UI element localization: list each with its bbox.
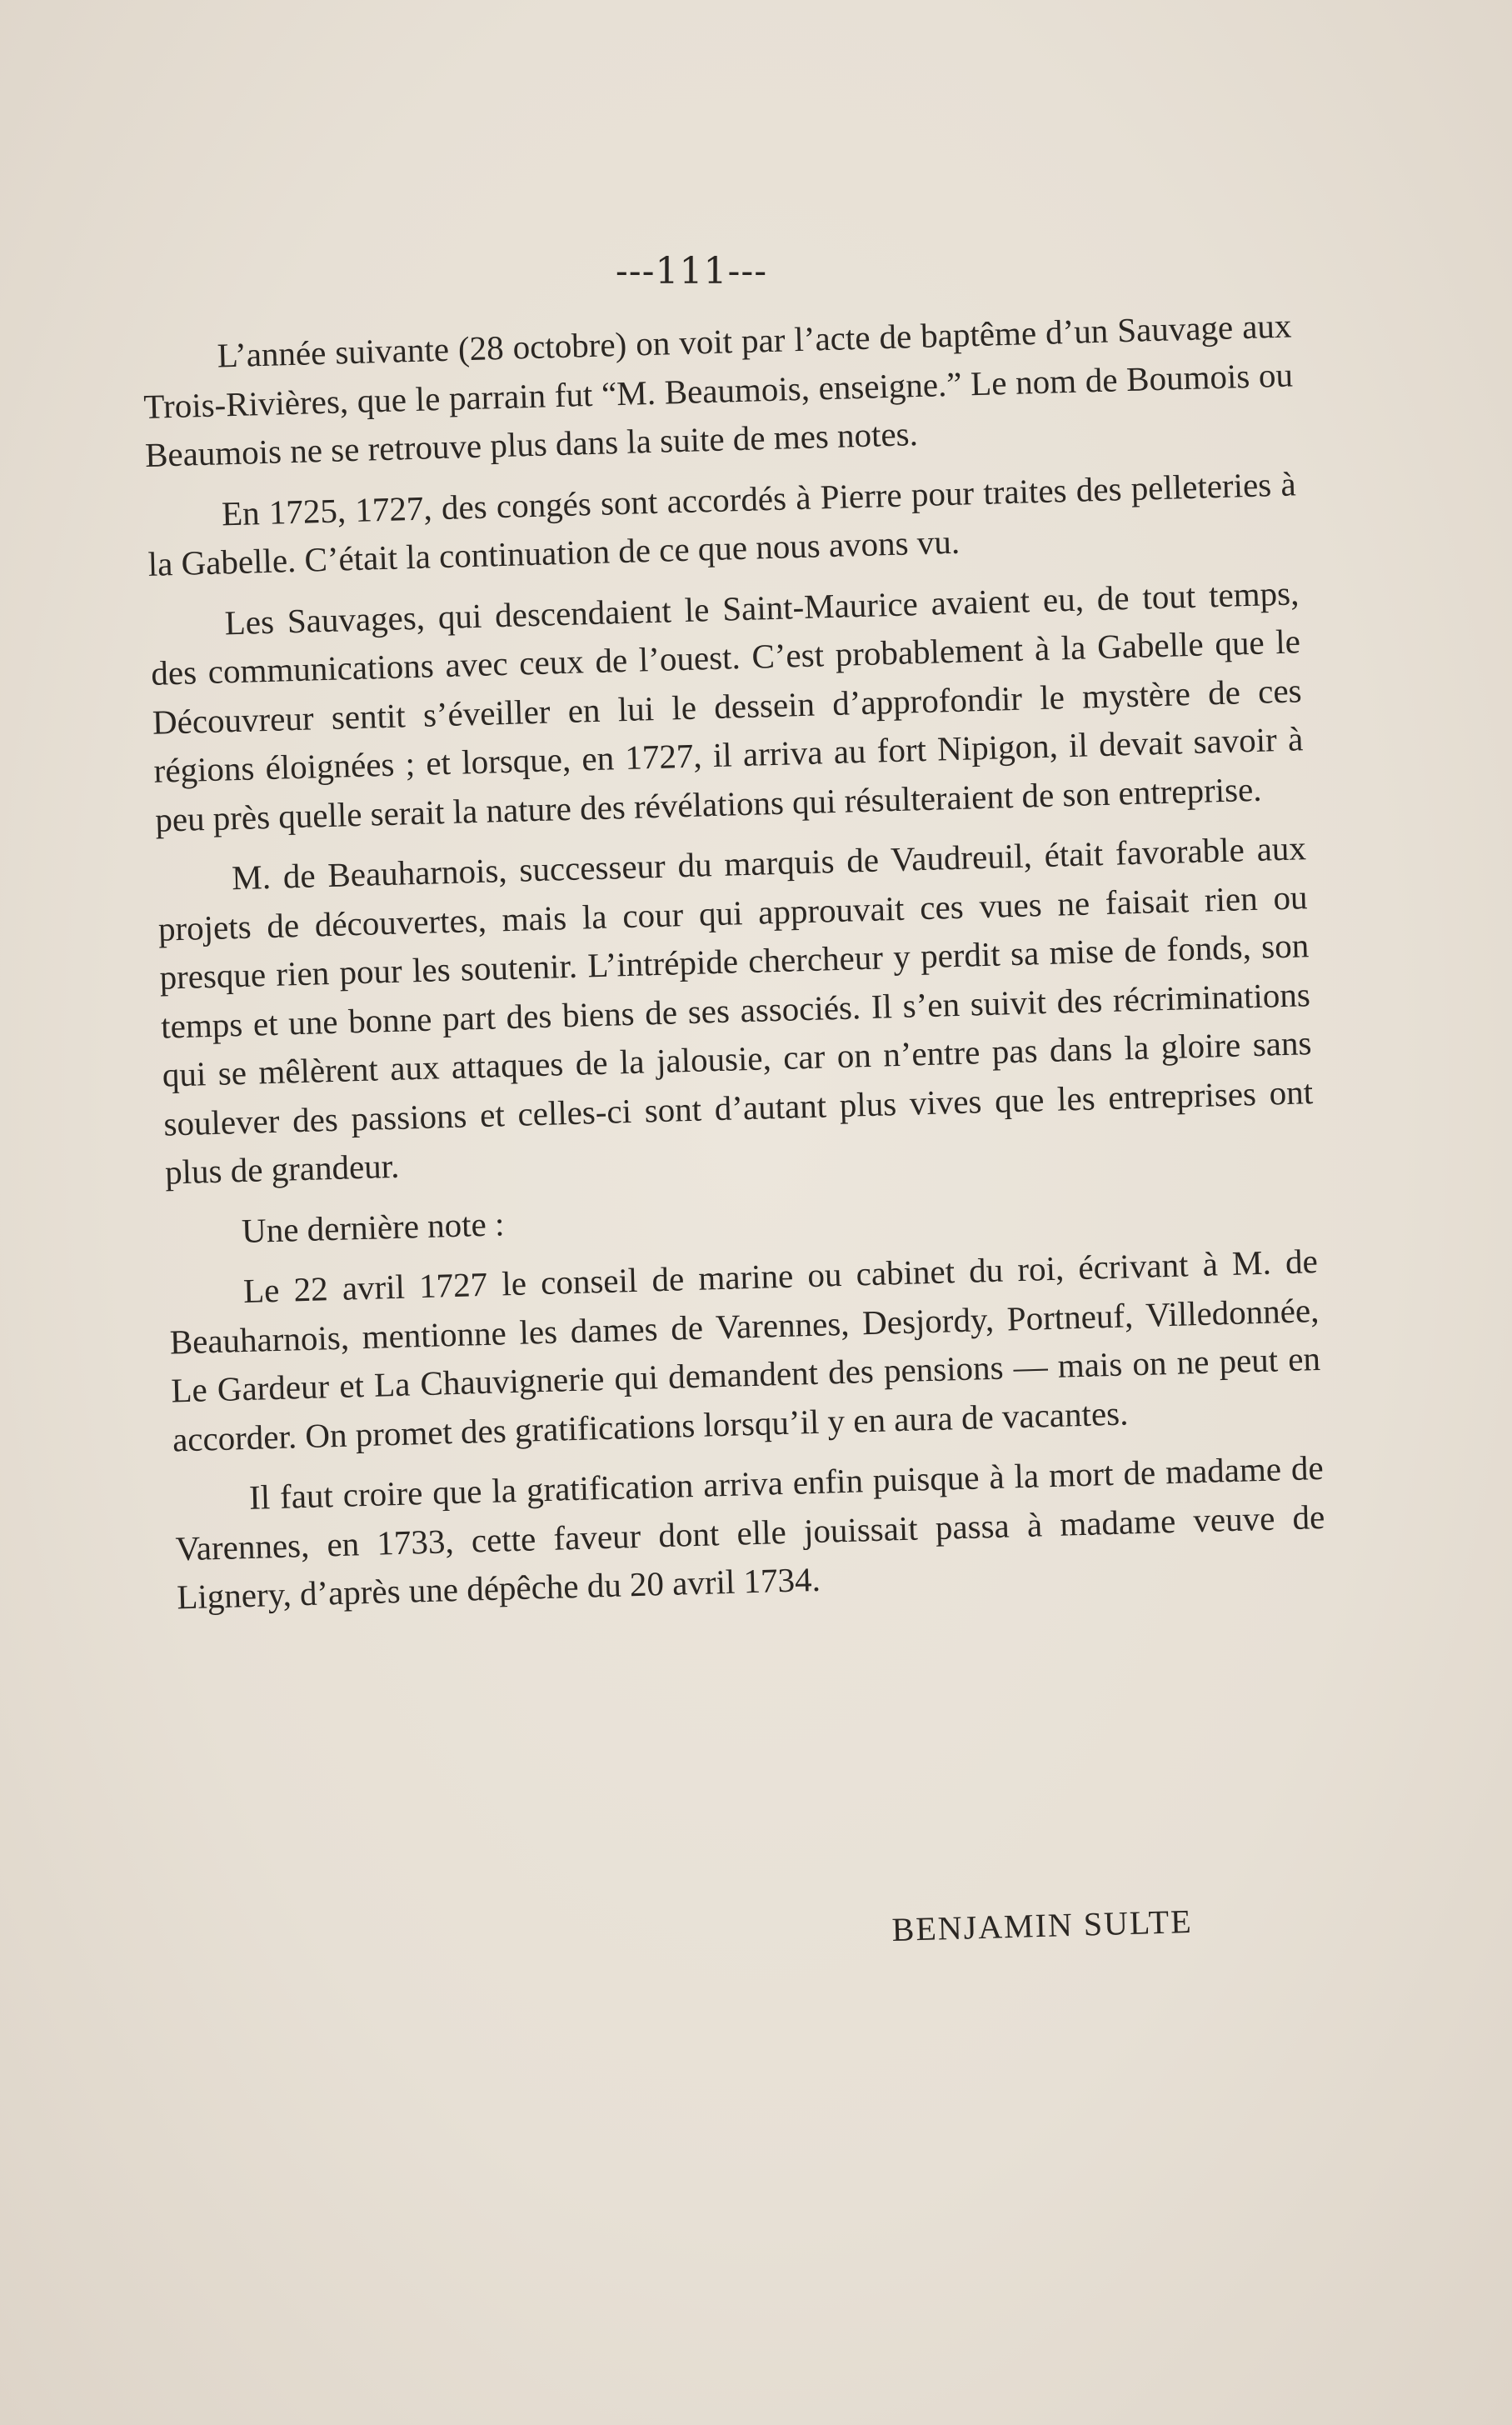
paragraph: Le 22 avril 1727 le conseil de marine ou cabinet du roi, écrivant à M. de Beauharnois, mentionne les dames de Varennes, Desjordy, Portneuf, Villedonnée, Le Gardeur et La Chauvignerie qui demandent des pensions — mais on ne peut en accorder. On promet des gratifications lorsqu’il y en aura de vacantes. — [169, 1242, 1321, 1458]
author-signature: BENJAMIN SULTE — [891, 1902, 1194, 1948]
paragraph: M. de Beauharnois, successeur du marquis de Vaudreuil, était favorable aux projets de découvertes, mais la cour qui approuvait ces vues ne faisait rien ou presque rien pour les soutenir. L’intrépide chercheur y perdit sa mise de fonds, son temps et une bonne part des biens de ses associés. Il s’en suivit des récriminations qui se mêlèrent aux attaques de la jalousie, car on n’entre pas dans la gloire sans soulever des passions et celles-ci sont d’autant plus vives que les entreprises ont plus de grandeur. — [157, 828, 1314, 1192]
paragraph: En 1725, 1727, des congés sont accordés à Pierre pour traites des pelleteries à la Gabelle. C’était la continuation de ce que nous avons vu. — [147, 463, 1297, 583]
page-number: ---111--- — [615, 250, 768, 292]
body-text — [142, 301, 1327, 1632]
paragraph: Il faut croire que la gratification arriva enfin puisque à la mort de madame de Varennes, en 1733, cette faveur dont elle jouissait passa à madame veuve de Lignery, d’après une dépêche du 20 avril 1734. — [175, 1448, 1325, 1617]
paragraph: Les Sauvages, qui descendaient le Saint-Maurice avaient eu, de tout temps, des communications avec ceux de l’ouest. C’est probablement à la Gabelle que le Découvreur sentit s’éveiller en lui le dessein d’approfondir le mystère de ces régions éloignées ; et lorsque, en 1727, il arriva au fort Nipigon, il devait savoir à peu près quelle serait la nature des révélations qui résulteraient de son entreprise. — [150, 572, 1304, 839]
paragraph: Une dernière note : — [241, 1203, 505, 1250]
paragraph: L’année suivante (28 octobre) on voit par l’acte de baptême d’un Sauvage aux Trois-Rivières, que le parrain fut “M. Beaumois, enseigne.” Le nom de Boumois ou Beaumois ne se retrouve plus dans la suite de mes notes. — [142, 306, 1294, 474]
